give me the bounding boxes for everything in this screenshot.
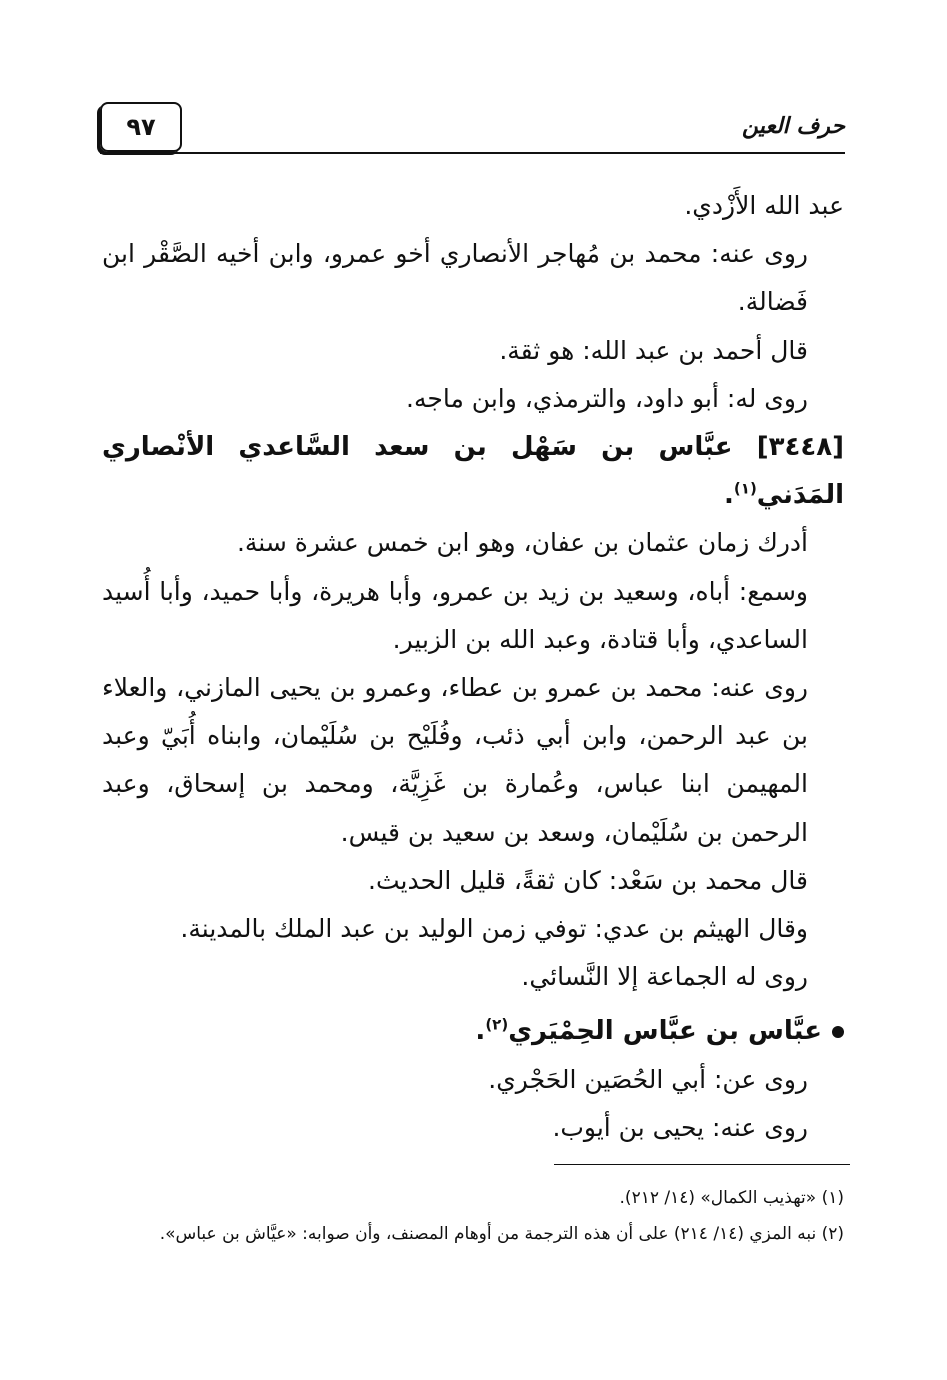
sub-entry-heading	[102, 1007, 844, 1055]
entry-end: .	[724, 480, 734, 511]
footnote-2: (٢) نبه المزي (١٤/ ٢١٤) على أن هذه الترجمة من أوهام المصنف، وأن صوابه: «عيَّاش بن عباس».	[159, 1224, 844, 1244]
text-line: قال أحمد بن عبد الله: هو ثقة.	[499, 335, 808, 365]
page-header	[100, 100, 845, 156]
text-line: عبد الله الأَزْدي.	[684, 191, 844, 220]
text-line: روى له الجماعة إلا النَّسائي.	[521, 962, 808, 992]
main-text	[102, 182, 844, 1152]
text-paragraph: روى عنه: محمد بن عمرو بن عطاء، وعمرو بن يحيى المازني، والعلاء بن عبد الرحمن، وابن أبي ذئب، وفُلَيْح بن سُلَيْمان، وابناه أُبَيّ وعبد المهيمن ابنا عباس، وعُمارة بن غَزِيَّة، ومحمد بن إسحاق، وعبد الرحمن بن سُلَيْمان، وسعد بن سعيد بن قيس.	[102, 673, 808, 847]
text-paragraph: روى عنه: محمد بن مُهاجر الأنصاري أخو عمرو، وابن أخيه الصَّقْر ابن فَضالة.	[102, 239, 808, 317]
running-title: حرف العين	[741, 114, 845, 139]
bullet-icon	[832, 1026, 844, 1038]
footnote-1: (١) «تهذيب الكمال» (١٤/ ٢١٢).	[619, 1188, 844, 1208]
sub-entry-end: .	[475, 1016, 486, 1047]
footnote-rule	[554, 1164, 850, 1165]
text-line: أدرك زمان عثمان بن عفان، وهو ابن خمس عشرة سنة.	[236, 528, 808, 558]
text-line: روى عنه: يحيى بن أيوب.	[552, 1112, 808, 1142]
footnote-ref-2: (٢)	[485, 1015, 509, 1034]
sub-entry-name: عبَّاس بن عبَّاس الحِمْيَري	[508, 1016, 822, 1047]
footnotes	[102, 1180, 844, 1252]
entry-heading	[102, 423, 844, 519]
text-line: روى عن: أبي الحُصَين الحَجْري.	[488, 1064, 808, 1094]
entry-name: عبَّاس بن سَهْل بن سعد السَّاعدي الأنْصاري المَدَني	[102, 432, 844, 511]
text-line: وقال الهيثم بن عدي: توفي زمن الوليد بن عبد الملك بالمدينة.	[180, 914, 808, 944]
text-line: قال محمد بن سَعْد: كان ثقةً، قليل الحديث.	[368, 865, 808, 895]
text-paragraph: وسمع: أباه، وسعيد بن زيد بن عمرو، وأبا هريرة، وأبا حميد، وأبا أُسيد الساعدي، وأبا قتادة، وعبد الله بن الزبير.	[102, 576, 808, 654]
page-number: ٩٧	[100, 102, 182, 152]
entry-number: [٣٤٤٨]	[756, 432, 844, 463]
header-rule	[100, 152, 845, 154]
footnote-ref-1: (١)	[733, 479, 757, 498]
text-line: روى له: أبو داود، والترمذي، وابن ماجه.	[406, 383, 808, 413]
